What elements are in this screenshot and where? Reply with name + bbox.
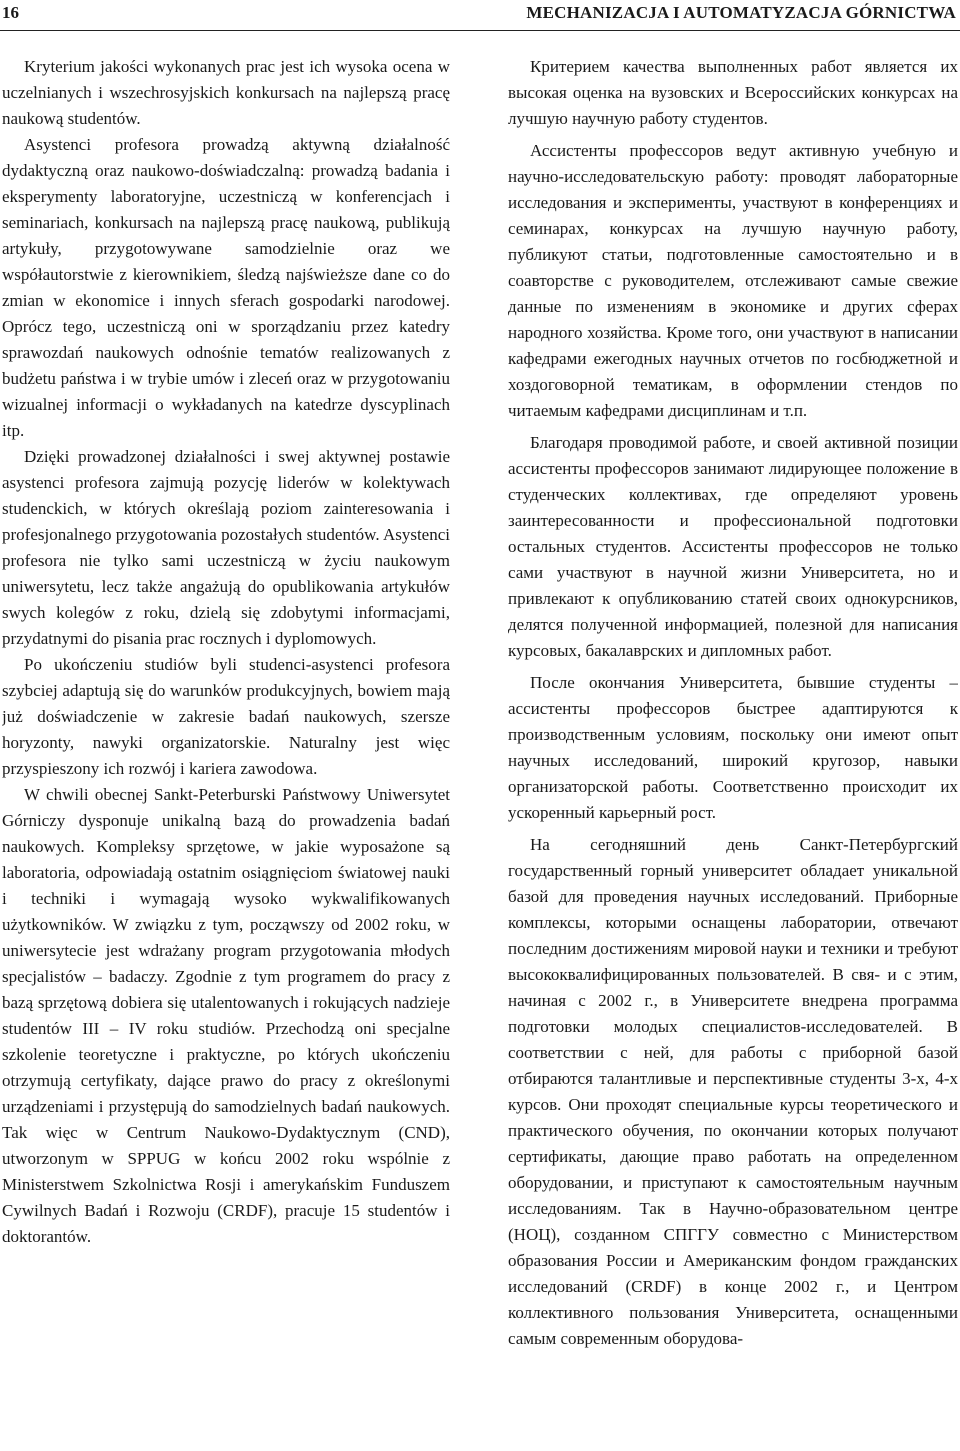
journal-title: MECHANIZACJA I AUTOMATYZACJA GÓRNICTWA — [526, 3, 956, 22]
paragraph: Критерием качества выполненных работ является их высокая оценка на вузовских и Всероссийских конкурсах на лучшую научную работу студентов. — [508, 57, 958, 128]
paragraph: Asystenci profesora prowadzą aktywną działalność dydaktyczną oraz naukowo-doświadczalną: prowadzą badania i eksperymenty laboratoryjne, uczestniczą w konferencjach i seminariach, konkursach na najlepszą pracę naukową, publikują artykuły, przygotowywane samodzielnie oraz we współautorstwie z kierownikiem, śledzą najświeższe dane co do zmian w ekonomice i innych sferach gospodarki narodowej. Oprócz tego, uczestniczą oni w sporządzaniu przez katedry sprawozdań naukowych odnośnie tematów realizowanych z budżetu państwa i w trybie umów i zleceń oraz w przygotowaniu wizualnej informacji o wykładanych na katedrze dyscyplinach itp. — [2, 135, 450, 440]
paragraph: Kryterium jakości wykonanych prac jest ich wysoka ocena w uczelnianych i wszechrosyjskich konkursach na najlepszą pracę naukową studentów. — [2, 57, 450, 128]
russian-text-column — [508, 54, 958, 1444]
paragraph: После окончания Университета, бывшие студенты – ассистенты профессоров быстрее адаптируются к производственным условиям, поскольку они имеют опыт научных исследований, широкий кругозор, навыки организаторской работы. Соответственно происходит их ускоренный карьерный рост. — [508, 673, 958, 822]
paragraph: Ассистенты профессоров ведут активную учебную и научно-исследовательскую работу: проводят лабораторные исследования и эксперименты, участвуют в конференциях и семинарах, конкурсах на лучшую научную работу, публикуют статьи, подготовленные самостоятельно и в соавторстве с руководителем, отслеживают самые свежие данные по изменениям в экономике и других сферах народного хозяйства. Кроме того, они участвуют в написании кафедрами ежегодных научных отчетов по госбюджетной и хоздоговорной тематикам, в оформлении стендов по читаемым кафедрами дисциплинам и т.п. — [508, 141, 958, 420]
paragraph: Благодаря проводимой работе, и своей активной позиции ассистенты профессоров занимают лидирующее положение в студенческих коллективах, где определяют уровень заинтересованности и профессиональной подготовки остальных студентов. Ассистенты профессоров не только сами участвуют в научной жизни Университета, но и привлекают к опубликованию статей своих однокурсников, делятся полученной информацией, полезной для написания курсовых, бакалаврских и дипломных работ. — [508, 433, 958, 660]
page-number: 16 — [2, 3, 19, 22]
paragraph: На сегодняшний день Санкт-Петербургский государственный горный университет обладает уникальной базой для проведения научных исследований. Приборные комплексы, которыми оснащены лаборатории, отвечают последним достижениям мировой науки и техники и требуют высококвалифицированных пользователей. В свя- и с этим, начиная с 2002 г., в Университете внедрена программа подготовки молодых специалистов-исследователей. В соответствии с ней, для работы с приборной базой отбираются талантливые и перспективные студенты 3-х, 4-х курсов. Они проходят специальные курсы теоретического и практического обучения, по окончании которых получают сертификаты, дающие право работать на определенном оборудовании, и приступают к самостоятельным научным исследованиям. Так в Научно-образовательном центре (НОЦ), созданном СПГГУ совместно с Министерством образования России и Американским фондом гражданских исследований (CRDF) в конце 2002 г., и Центром коллективного пользования Университета, оснащенными самым современным оборудова- — [508, 835, 958, 1348]
polish-text-column — [2, 54, 450, 1444]
paragraph: W chwili obecnej Sankt-Peterburski Państwowy Uniwersytet Górniczy dysponuje unikalną bazą do prowadzenia badań naukowych. Kompleksy sprzętowe, w jakie wyposażone są laboratoria, odpowiadają ostatnim osiągnięciom światowej nauki i techniki i wymagają wysoko wykwalifikowanych użytkowników. W związku z tym, począwszy od 2002 roku, w uniwersytecie jest wdrażany program przygotowania młodych specjalistów – badaczy. Zgodnie z tym programem do pracy z bazą sprzętową dobiera się utalentowanych i rokujących nadzieje studentów III – IV roku studiów. Przechodzą oni specjalne szkolenie teoretyczne i praktyczne, po których ukończeniu otrzymują certyfikaty, dające prawo do pracy z określonymi urządzeniami i przystępują do samodzielnych badań naukowych. Tak więc w Centrum Naukowo-Dydaktycznym (CND), utworzonym w SPPUG w końcu 2002 roku wspólnie z Ministerstwem Szkolnictwa Rosji i amerykańskim Funduszem Cywilnych Badań i Rozwoju (CRDF), pracuje 15 studentów i doktorantów. — [2, 785, 450, 1246]
paragraph: Dzięki prowadzonej działalności i swej aktywnej postawie asystenci profesora zajmują pozycję liderów w kolektywach studenckich, w których określają poziom zainteresowania i profesjonalnego przygotowania pozostałych studentów. Asystenci profesora nie tylko sami uczestniczą w życiu naukowym uniwersytetu, lecz także angażują do opublikowania artykułów swych kolegów z roku, dzielą się zdobytymi informacjami, przydatnymi do pisania prac rocznych i dyplomowych. — [2, 447, 450, 648]
running-header — [0, 0, 960, 31]
paragraph: Po ukończeniu studiów byli studenci-asystenci profesora szybciej adaptują się do warunków produkcyjnych, bowiem mają już doświadczenie w zakresie badań naukowych, szersze horyzonty, nawyki organizatorskie. Naturalny jest więc przyspieszony ich rozwój i kariera zawodowa. — [2, 655, 450, 778]
